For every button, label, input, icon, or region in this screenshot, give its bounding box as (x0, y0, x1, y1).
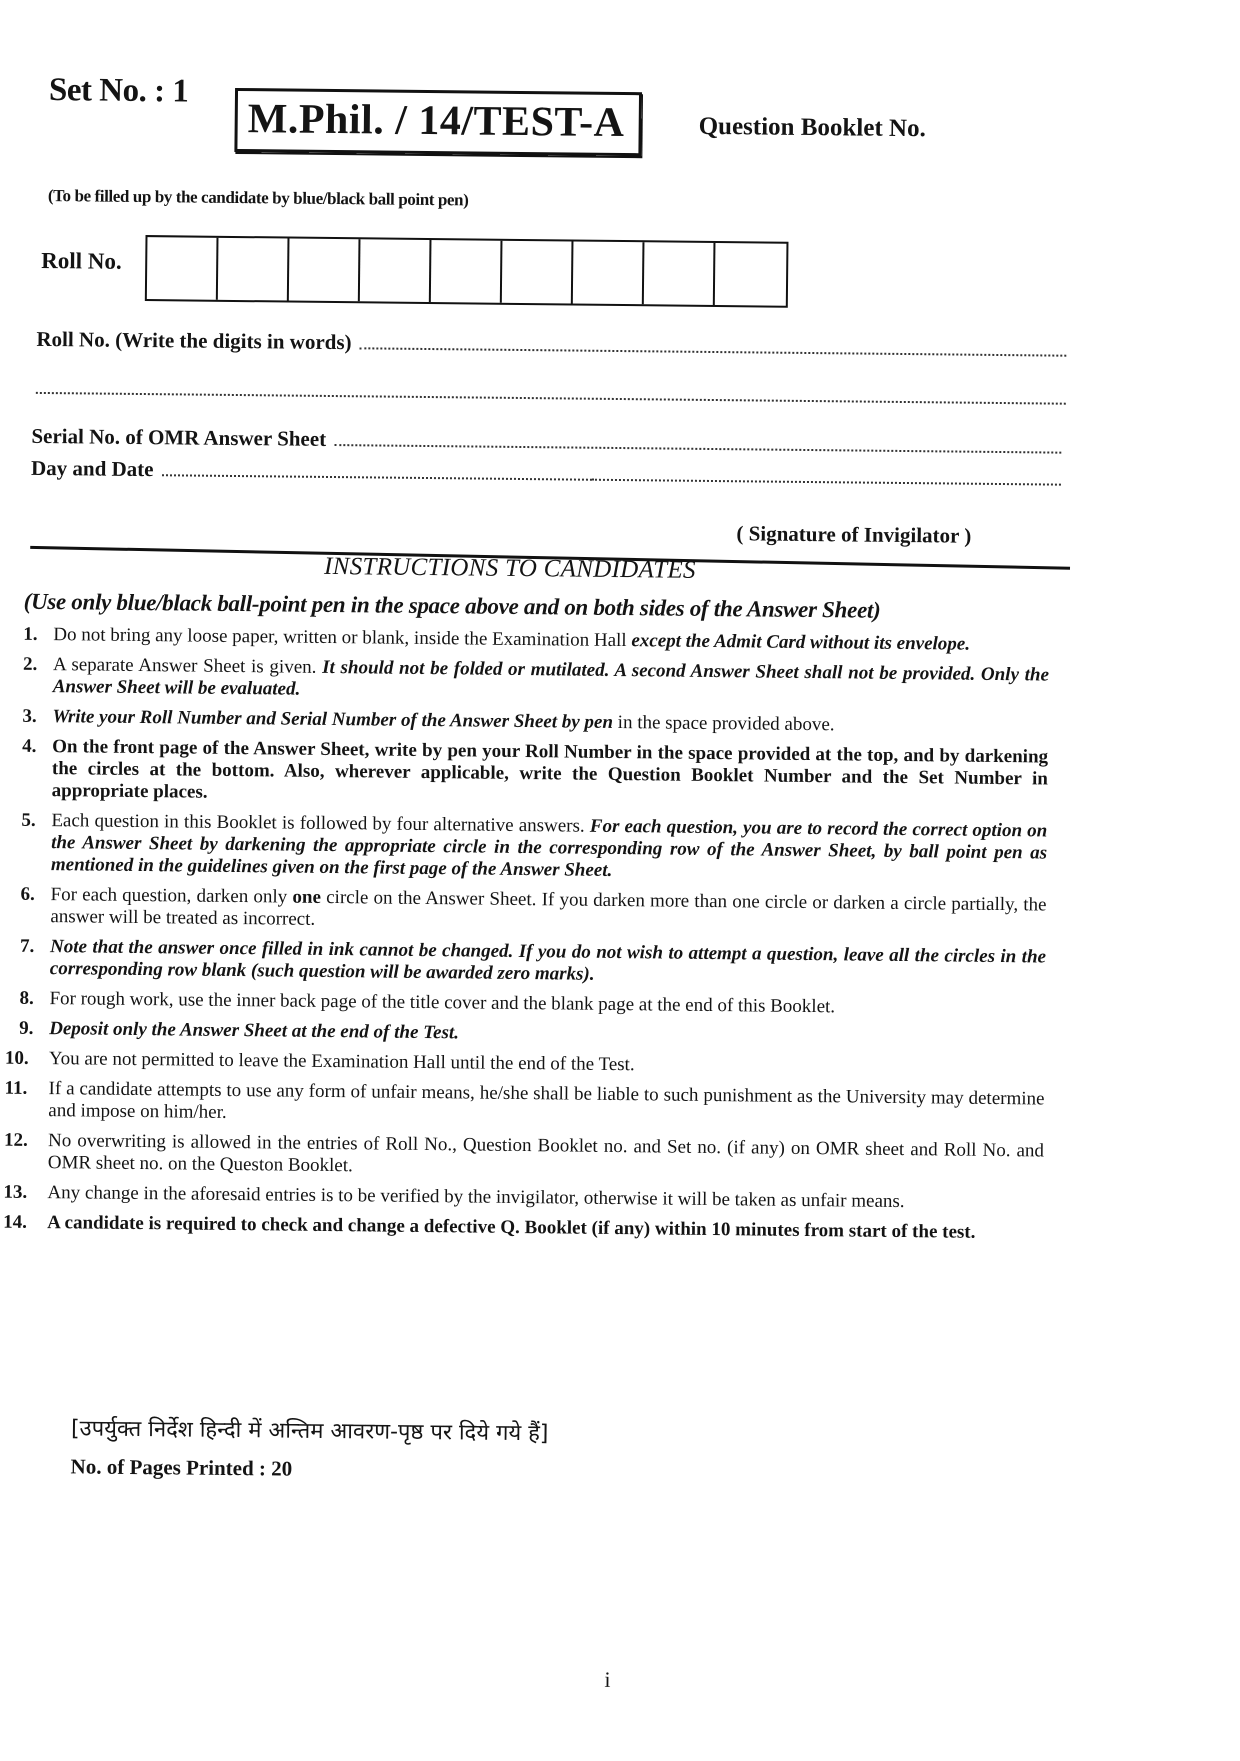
instruction-item (8, 706, 1048, 739)
set-number: Set No. : 1 (48, 72, 189, 110)
instruction-item (6, 884, 1046, 939)
invigilator-signature-label: ( Signature of Invigilator ) (736, 521, 972, 548)
instruction-text-segment: Each question in this Booklet is followed by four alternative answers. (51, 810, 590, 837)
instruction-item (5, 988, 1045, 1021)
day-date-field[interactable] (31, 456, 1061, 492)
instruction-number: 2. (22, 653, 38, 675)
instruction-text-segment: Note that the answer once filled in ink cannot be changed. If you do not wish to attempt a question, leave all the circles in the corresponding row blank (such question will be awarded zero marks). (49, 936, 1047, 985)
instruction-number: 1. (23, 623, 38, 645)
roll-no-digit-box[interactable] (502, 241, 574, 304)
roll-no-digit-box[interactable] (360, 239, 432, 302)
roll-no-digit-box[interactable] (644, 242, 716, 305)
instruction-text-segment: one (292, 886, 322, 908)
instruction-number: 14. (3, 1211, 28, 1233)
roll-no-words-label: Roll No. (Write the digits in words) (36, 326, 352, 355)
instruction-text (49, 988, 1045, 1020)
instruction-number: 13. (3, 1181, 28, 1203)
instruction-text-segment: Write your Roll Number and Serial Number of the Answer Sheet by pen (52, 706, 614, 733)
instruction-item (4, 1130, 1044, 1185)
instruction-number: 4. (22, 735, 37, 757)
instruction-text-segment: in the space provided above. (612, 711, 835, 736)
instruction-text-segment: For each question, you are to record the correct option on the Answer Sheet by darkening the appropriate circle in the corresponding row of the Answer Sheet, by ball point pen as mentioned in the guidelines given on the first page of the Answer Sheet. (50, 815, 1048, 881)
instruction-text (48, 1130, 1044, 1184)
roll-no-digit-box[interactable] (573, 242, 645, 305)
instruction-number: 6. (20, 883, 35, 905)
instruction-text-segment: If a candidate attempts to use any form of unfair means, he/she shall be liable to such punishment as the University may determine and impose on him/her. (48, 1078, 1045, 1123)
serial-omr-field[interactable] (31, 424, 1061, 460)
instruction-text (47, 1212, 1043, 1244)
roll-no-digit-box[interactable] (431, 240, 503, 303)
question-booklet-label: Question Booklet No. (698, 112, 926, 143)
instruction-text (53, 624, 1049, 656)
instruction-item (4, 1078, 1044, 1133)
instruction-text (49, 1048, 1045, 1080)
day-date-dotted-line-extension[interactable] (591, 463, 1061, 486)
fill-instruction-note: (To be filled up by the candidate by blue/black ball point pen) (47, 186, 469, 210)
instruction-text (52, 706, 1048, 738)
instruction-text-segment: On the front page of the Answer Sheet, write by pen your Roll Number in the space provided at the top, and by darkening the circles at the bottom. Also, wherever applicable, write the Question Booklet Number and the Set Number in appropriate places. (51, 736, 1049, 803)
instruction-text-segment: For rough work, use the inner back page of the title cover and the blank page at the end of this Booklet. (49, 988, 836, 1018)
pages-printed: No. of Pages Printed : 20 (70, 1454, 293, 1481)
instruction-item (7, 810, 1048, 887)
instruction-number: 3. (22, 705, 37, 727)
instruction-number: 9. (19, 1017, 34, 1039)
instruction-text-segment: Any change in the aforesaid entries is to be verified by the invigilator, otherwise it will be taken as unfair means. (47, 1182, 905, 1213)
instruction-item (9, 654, 1049, 709)
roll-no-digit-box[interactable] (715, 243, 787, 306)
roll-no-label: Roll No. (41, 247, 122, 274)
instruction-text-segment: Do not bring any loose paper, written or blank, inside the Examination Hall (53, 624, 632, 652)
hindi-instructions-note: [उपर्युक्त निर्देश हिन्दी में अन्तिम आवरण-पृष्ठ पर दिये गये हैं] (70, 1416, 549, 1447)
page-number: i (604, 1666, 611, 1692)
roll-no-digit-box[interactable] (147, 237, 219, 300)
instruction-text-segment: A candidate is required to check and change a defective Q. Booklet (if any) within 10 minutes from start of the test. (47, 1212, 976, 1243)
instruction-item (3, 1182, 1043, 1215)
roll-no-words-field[interactable] (36, 327, 1066, 363)
instruction-number: 10. (4, 1047, 29, 1069)
instruction-item (8, 736, 1049, 813)
instruction-text (49, 1018, 1045, 1050)
instructions-subheading: (Use only blue/black ball-point pen in the space above and on both sides of the Answer Sheet) (23, 588, 881, 623)
instruction-text-segment: No overwriting is allowed in the entries of Roll No., Question Booklet no. and Set no. (if any) on OMR sheet and Roll No. and OMR sheet no. on the Queston Booklet. (47, 1130, 1045, 1177)
instructions-list (3, 624, 1049, 1253)
instruction-text-segment: circle on the Answer Sheet. If you darken more than one circle or darken a circle partially, the answer will be treated as incorrect. (50, 886, 1047, 930)
serial-omr-dotted-line[interactable] (334, 428, 1061, 454)
instruction-number: 5. (21, 809, 36, 831)
instruction-item (5, 1048, 1045, 1081)
instruction-number: 8. (19, 987, 34, 1009)
instruction-item (6, 936, 1046, 991)
instruction-text (47, 1182, 1043, 1214)
test-code-box: M.Phil. / 14/TEST-A (234, 88, 641, 156)
instruction-text-segment: A separate Answer Sheet is given. (52, 654, 323, 678)
roll-no-digit-box[interactable] (218, 238, 290, 301)
instruction-text (53, 654, 1049, 708)
instruction-number: 7. (19, 935, 35, 957)
instructions-heading: INSTRUCTIONS TO CANDIDATES (323, 552, 696, 584)
instruction-text-segment: Deposit only the Answer Sheet at the end of the Test. (49, 1018, 460, 1044)
day-date-label: Day and Date (30, 455, 154, 482)
instruction-text-segment: You are not permitted to leave the Examination Hall until the end of the Test. (48, 1048, 635, 1076)
instruction-item (3, 1212, 1043, 1245)
roll-no-words-dotted-line-2[interactable] (36, 372, 1066, 405)
roll-no-digit-box[interactable] (289, 239, 361, 302)
roll-no-words-dotted-line[interactable] (360, 331, 1067, 356)
instruction-text (50, 936, 1046, 990)
instruction-item (9, 624, 1049, 657)
instruction-text (51, 810, 1048, 886)
instruction-text (52, 736, 1049, 812)
instruction-text-segment: except the Admit Card without its envelope. (631, 630, 971, 655)
day-date-dotted-line[interactable] (162, 458, 592, 481)
instruction-item (5, 1018, 1045, 1051)
instruction-number: 11. (4, 1077, 28, 1099)
instruction-number: 12. (3, 1129, 28, 1151)
instruction-text-segment: It should not be folded or mutilated. A second Answer Sheet shall not be provided. Only the Answer Sheet will be evaluated. (52, 656, 1050, 700)
instruction-text (50, 884, 1046, 938)
roll-no-boxes (145, 235, 789, 308)
instruction-text (48, 1078, 1044, 1132)
instruction-text-segment: For each question, darken only (50, 884, 293, 908)
serial-omr-label: Serial No. of OMR Answer Sheet (31, 423, 327, 451)
